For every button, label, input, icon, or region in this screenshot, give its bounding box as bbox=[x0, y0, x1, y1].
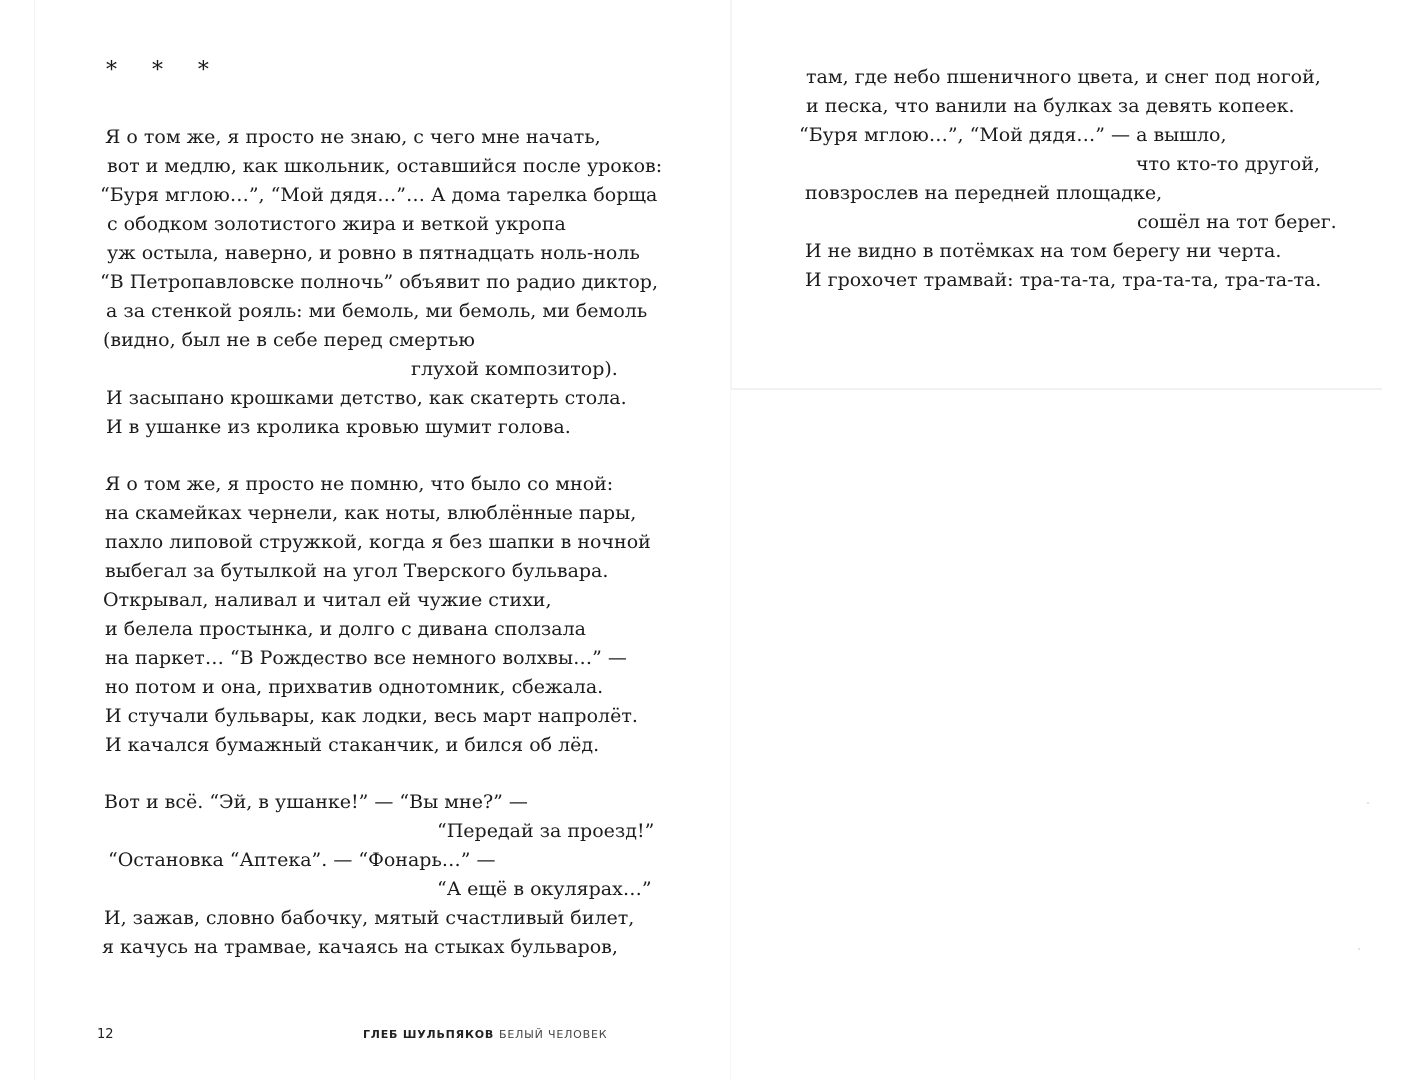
verse-line: И, зажав, словно бабочку, мятый счастливый билет, bbox=[104, 907, 635, 929]
verse-line: Вот и всё. “Эй, в ушанке!” — “Вы мне?” — bbox=[104, 791, 528, 813]
verse-line: на скамейках чернели, как ноты, влюблённые пары, bbox=[105, 502, 637, 524]
verse-line: Я о том же, я просто не помню, что было со мной: bbox=[105, 473, 614, 495]
scan-speck bbox=[1367, 802, 1369, 804]
verse-line: И грохочет трамвай: тра-та-та, тра-та-та, тра-та-та. bbox=[805, 269, 1322, 291]
verse-line: там, где небо пшеничного цвета, и снег под ногой, bbox=[806, 66, 1321, 88]
verse-line: “В Петропавловске полночь” объявит по радио диктор, bbox=[100, 271, 658, 293]
verse-line: “Буря мглою…”, “Мой дядя…”… А дома тарелка борща bbox=[100, 184, 658, 206]
verse-line: повзрослев на передней площадке, bbox=[805, 182, 1163, 204]
page-number: 12 bbox=[97, 1027, 114, 1042]
verse-line: И стучали бульвары, как лодки, весь март напролёт. bbox=[105, 705, 638, 727]
verse-line: “Передай за проезд!” bbox=[437, 820, 655, 842]
verse-line: вот и медлю, как школьник, оставшийся после уроков: bbox=[107, 155, 663, 177]
verse-line: глухой композитор). bbox=[411, 358, 618, 380]
verse-line: и песка, что ванили на булках за девять копеек. bbox=[806, 95, 1295, 117]
running-footer-book-title: БЕЛЫЙ ЧЕЛОВЕК bbox=[499, 1028, 608, 1041]
verse-line: а за стенкой рояль: ми бемоль, ми бемоль, ми бемоль bbox=[106, 300, 648, 322]
verse-line: пахло липовой стружкой, когда я без шапки в ночной bbox=[105, 531, 651, 553]
verse-line: (видно, был не в себе перед смертью bbox=[103, 329, 475, 351]
verse-line: выбегал за бутылкой на угол Тверского бульвара. bbox=[105, 560, 609, 582]
running-footer-author: ГЛЕБ ШУЛЬПЯКОВ bbox=[363, 1028, 495, 1041]
scan-speck bbox=[1358, 948, 1360, 950]
verse-line: И качался бумажный стаканчик, и бился об лёд. bbox=[105, 734, 600, 756]
verse-line: И засыпано крошками детство, как скатерть стола. bbox=[106, 387, 627, 409]
verse-line: И не видно в потёмках на том берегу ни черта. bbox=[805, 240, 1282, 262]
verse-line: с ободком золотистого жира и веткой укропа bbox=[107, 213, 566, 235]
verse-line: сошёл на тот берег. bbox=[1137, 211, 1337, 233]
verse-line: уж остыла, наверно, и ровно в пятнадцать ноль-ноль bbox=[107, 242, 640, 264]
verse-line: что кто-то другой, bbox=[1136, 153, 1320, 175]
verse-line: я качусь на трамвае, качаясь на стыках бульваров, bbox=[102, 936, 618, 958]
verse-line: Открывал, наливал и читал ей чужие стихи, bbox=[103, 589, 552, 611]
ornament-asterisks: * * * bbox=[106, 58, 209, 83]
verse-line: но потом и она, прихватив однотомник, сбежала. bbox=[105, 676, 604, 698]
verse-line: и белела простынка, и долго с дивана сползала bbox=[105, 618, 586, 640]
verse-line: на паркет… “В Рождество все немного волхвы…” — bbox=[105, 647, 627, 669]
verse-line: Я о том же, я просто не знаю, с чего мне начать, bbox=[105, 126, 601, 148]
verse-line: И в ушанке из кролика кровью шумит голова. bbox=[106, 416, 571, 438]
verse-line: “Буря мглою…”, “Мой дядя…” — а вышло, bbox=[799, 124, 1227, 146]
verse-line: “Остановка “Аптека”. — “Фонарь…” — bbox=[108, 849, 496, 871]
verse-line: “А ещё в окулярах…” bbox=[437, 878, 652, 900]
